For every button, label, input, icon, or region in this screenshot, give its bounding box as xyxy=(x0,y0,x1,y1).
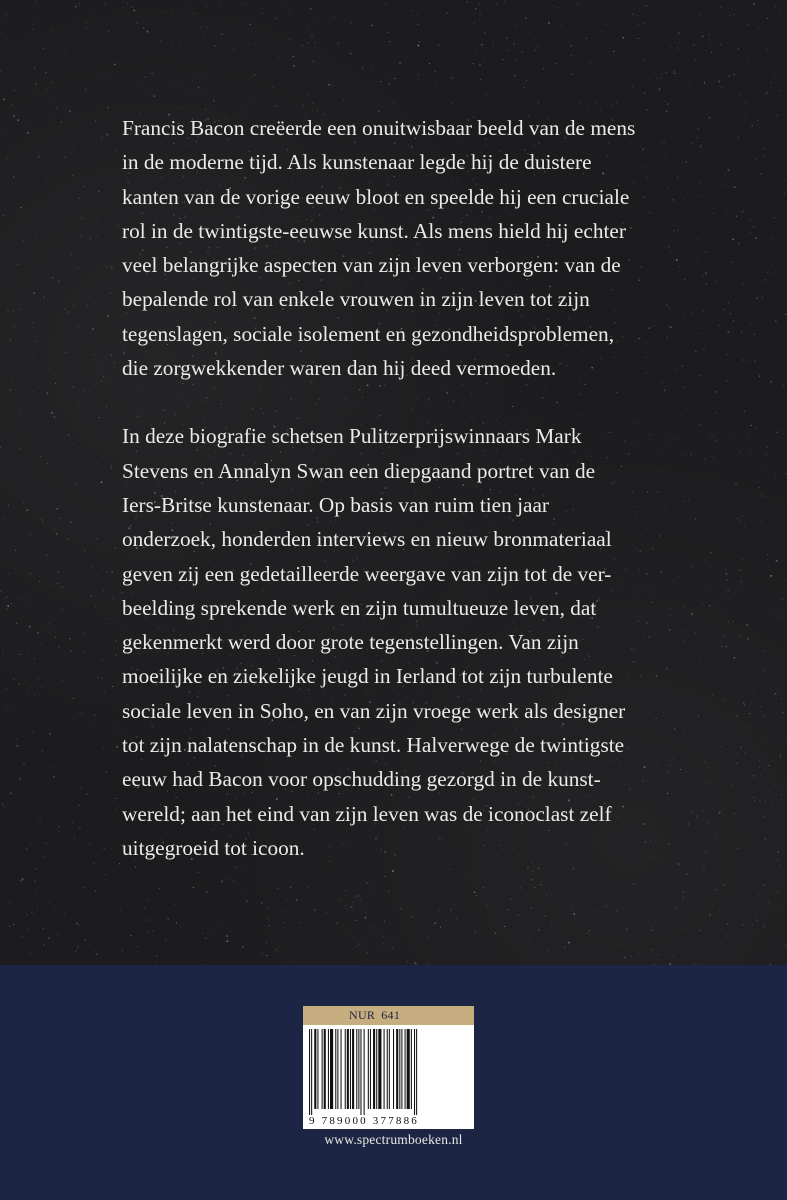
barcode-bar xyxy=(328,1029,329,1109)
barcode-bar xyxy=(330,1029,333,1109)
blurb-line: in de moderne tijd. Als kunstenaar legde hij de duistere xyxy=(122,150,592,175)
barcode-bar xyxy=(373,1029,375,1109)
barcode-bar xyxy=(389,1029,390,1109)
barcode-bar xyxy=(335,1029,336,1109)
barcode-bar xyxy=(324,1029,326,1109)
blurb-line: Stevens en Annalyn Swan een diepgaand portret van de xyxy=(122,458,596,483)
blurb-line: In deze biografie schetsen Pulitzerprijswinnaars Mark xyxy=(122,424,582,449)
blurb-paragraph-2 xyxy=(122,419,722,865)
barcode-label xyxy=(303,1006,474,1129)
barcode-bar xyxy=(337,1029,338,1109)
barcode-bar xyxy=(345,1029,346,1109)
blurb-line: tot zijn nalatenschap in de kunst. Halverwege de twintigste xyxy=(122,733,625,758)
blurb-line: sociale leven in Soho, en van zijn vroege werk als designer xyxy=(122,698,626,723)
barcode-bar xyxy=(322,1029,323,1109)
barcode-bar xyxy=(376,1029,377,1109)
barcode-bar xyxy=(364,1029,365,1115)
blurb-line: kanten van de vorige eeuw bloot en speelde hij een cruciale xyxy=(122,184,630,209)
isbn-number: 9 789000 377886 xyxy=(309,1115,419,1127)
blurb-line: rol in de twintigste-eeuwse kunst. Als mens hield hij echter xyxy=(122,218,626,243)
barcode-bar xyxy=(414,1029,415,1115)
blurb-line: Francis Bacon creëerde een onuitwisbaar beeld van de mens xyxy=(122,116,636,140)
barcode-bars xyxy=(309,1029,468,1115)
barcode-bar xyxy=(370,1029,371,1109)
barcode-bar xyxy=(401,1029,402,1109)
nur-label: NUR xyxy=(349,1008,376,1022)
barcode-bar xyxy=(407,1029,410,1109)
barcode-bar xyxy=(387,1029,388,1109)
publisher-url: www.spectrumboeken.nl xyxy=(324,1132,463,1147)
barcode-bar xyxy=(341,1029,342,1109)
blurb-line: die zorgwekkender waren dan hij deed vermoeden. xyxy=(122,356,557,381)
blurb-line: eeuw had Bacon voor opschudding gezorgd in de kunst- xyxy=(122,767,601,792)
barcode-bar xyxy=(350,1029,351,1109)
barcode-bar xyxy=(358,1029,359,1109)
blurb xyxy=(122,111,722,865)
nur-strip xyxy=(303,1006,474,1025)
barcode-bar xyxy=(405,1029,406,1109)
blurb-line: onderzoek, honderden interviews en nieuw bronmateriaal xyxy=(122,527,612,552)
barcode-bar xyxy=(416,1029,417,1115)
barcode-bar xyxy=(393,1029,394,1109)
barcode-bar xyxy=(347,1029,349,1109)
barcode-bar xyxy=(368,1029,369,1109)
barcode-bar xyxy=(311,1029,312,1115)
blurb-line: geven zij een gedetailleerde weergave van zijn tot de ver- xyxy=(122,561,612,586)
blurb-paragraph-1 xyxy=(122,111,722,385)
blurb-line: beelding sprekende werk en zijn tumultueuze leven, dat xyxy=(122,595,597,620)
barcode-bar xyxy=(352,1029,354,1109)
blurb-line: Iers-Britse kunstenaar. Op basis van ruim tien jaar xyxy=(122,492,549,517)
barcode-bar xyxy=(314,1029,316,1109)
barcode-bar xyxy=(309,1029,310,1115)
blurb-line: uitgegroeid tot icoon. xyxy=(122,835,305,860)
barcode-bar xyxy=(384,1029,385,1109)
barcode-bar xyxy=(378,1029,381,1109)
blurb-line: gekenmerkt werd door grote tegenstellingen. Van zijn xyxy=(122,630,579,655)
barcode-bar xyxy=(411,1029,412,1109)
blurb-line: veel belangrijke aspecten van zijn leven verborgen: van de xyxy=(122,253,621,278)
blurb-line: moeilijke en ziekelijke jeugd in Ierland tot zijn turbulente xyxy=(122,664,613,689)
barcode-bar xyxy=(360,1029,361,1115)
barcode-bar xyxy=(396,1029,398,1109)
blurb-line: tegenslagen, sociale isolement en gezondheidsproblemen, xyxy=(122,321,615,346)
barcode-bar xyxy=(399,1029,400,1109)
barcode-bar xyxy=(356,1029,357,1109)
blurb-line: bepalende rol van enkele vrouwen in zijn leven tot zijn xyxy=(122,287,590,312)
blurb-line: wereld; aan het eind van zijn leven was de iconoclast zelf xyxy=(122,801,612,826)
barcode-bar xyxy=(317,1029,318,1109)
nur-code: 641 xyxy=(381,1008,401,1022)
